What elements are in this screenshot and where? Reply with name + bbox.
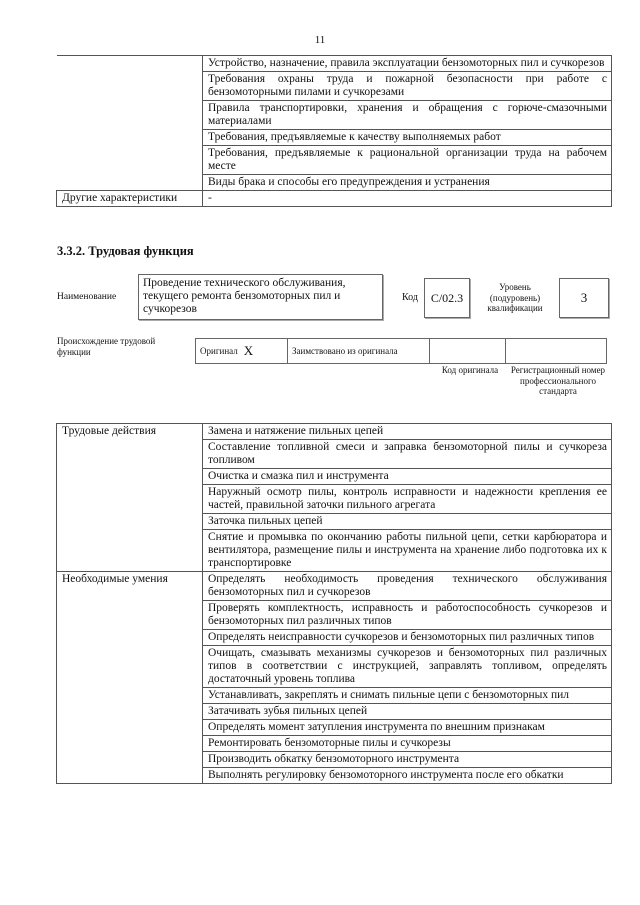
original-label: Оригинал [200, 345, 238, 356]
level-value-box [559, 278, 609, 318]
skill-item: Очищать, смазывать механизмы сучкорезов и бензомоторных пил различных типов в соответствии с инструкцией, заправлять топливом, определять достаточный уровень топлива [203, 646, 612, 688]
skill-item: Ремонтировать бензомоторные пилы и сучкорезы [203, 736, 612, 752]
action-item: Составление топливной смеси и заправка бензомоторной пилы и сучкореза топливом [203, 440, 612, 469]
original-cell [196, 339, 288, 363]
origin-row [195, 338, 607, 364]
code-label: Код [402, 292, 418, 303]
reg-number-label: Регистрационный номер профессионального стандарта [510, 365, 606, 396]
function-name-box: Проведение технического обслуживания, текущего ремонта бензомоторных пил и сучкорезов [138, 274, 383, 320]
code-original-cell [430, 339, 506, 363]
other-characteristics-label: Другие характеристики [57, 191, 203, 207]
knowledge-table [56, 55, 612, 207]
function-details-table [56, 423, 612, 784]
name-label: Наименование [57, 292, 117, 302]
reg-number-cell [506, 339, 606, 363]
level-value: 3 [580, 290, 588, 305]
actions-label: Трудовые действия [57, 424, 203, 572]
borrowed-cell [288, 339, 430, 363]
code-value: С/02.3 [430, 290, 464, 305]
knowledge-item: Требования охраны труда и пожарной безопасности при работе с бензомоторными пилами и сучкорезами [203, 72, 612, 101]
action-item: Замена и натяжение пильных цепей [203, 424, 612, 440]
action-item: Снятие и промывка по окончанию работы пильной цепи, сетки карбюратора и вентилятора, размещение пилы и инструмента на хранение либо подготовка их к транспортировке [203, 530, 612, 572]
original-mark: Х [243, 343, 254, 358]
skill-item: Выполнять регулировку бензомоторного инструмента после его обкатки [203, 768, 612, 784]
action-item: Наружный осмотр пилы, контроль исправности и надежности крепления ее частей, правильной заточки пильного агрегата [203, 485, 612, 514]
knowledge-item: Требования, предъявляемые к рациональной организации труда на рабочем месте [203, 146, 612, 175]
action-item: Заточка пильных цепей [203, 514, 612, 530]
skill-item: Определять неисправности сучкорезов и бензомоторных пил различных типов [203, 630, 612, 646]
other-characteristics-value: - [203, 191, 612, 207]
skill-item: Устанавливать, закреплять и снимать пильные цепи с бензомоторных пил [203, 688, 612, 704]
action-item: Очистка и смазка пил и инструмента [203, 469, 612, 485]
knowledge-item: Устройство, назначение, правила эксплуатации бензомоторных пил и сучкорезов [203, 56, 612, 72]
skill-item: Затачивать зубья пильных цепей [203, 704, 612, 720]
code-value-box [424, 278, 470, 318]
skill-item: Производить обкатку бензомоторного инструмента [203, 752, 612, 768]
knowledge-item: Требования, предъявляемые к качеству выполняемых работ [203, 130, 612, 146]
code-original-label: Код оригинала [441, 365, 499, 375]
qualification-level-label: Уровень (подуровень) квалификации [487, 282, 543, 313]
origin-label: Происхождение трудовой функции [57, 336, 156, 357]
skill-item: Определять необходимость проведения технического обслуживания бензомоторных пил и сучкорезов [203, 572, 612, 601]
skills-label: Необходимые умения [57, 572, 203, 784]
skill-item: Определять момент затупления инструмента по внешним признакам [203, 720, 612, 736]
knowledge-item: Правила транспортировки, хранения и обращения с горюче-смазочными материалами [203, 101, 612, 130]
skill-item: Проверять комплектность, исправность и работоспособность сучкорезов и бензомоторных пил различных типов [203, 601, 612, 630]
section-title: 3.3.2. Трудовая функция [57, 244, 194, 258]
knowledge-item: Виды брака и способы его предупреждения и устранения [203, 175, 612, 191]
knowledge-label-cell [57, 56, 203, 191]
page-number: 11 [314, 34, 326, 46]
borrowed-label: Заимствовано из оригинала [292, 345, 398, 356]
